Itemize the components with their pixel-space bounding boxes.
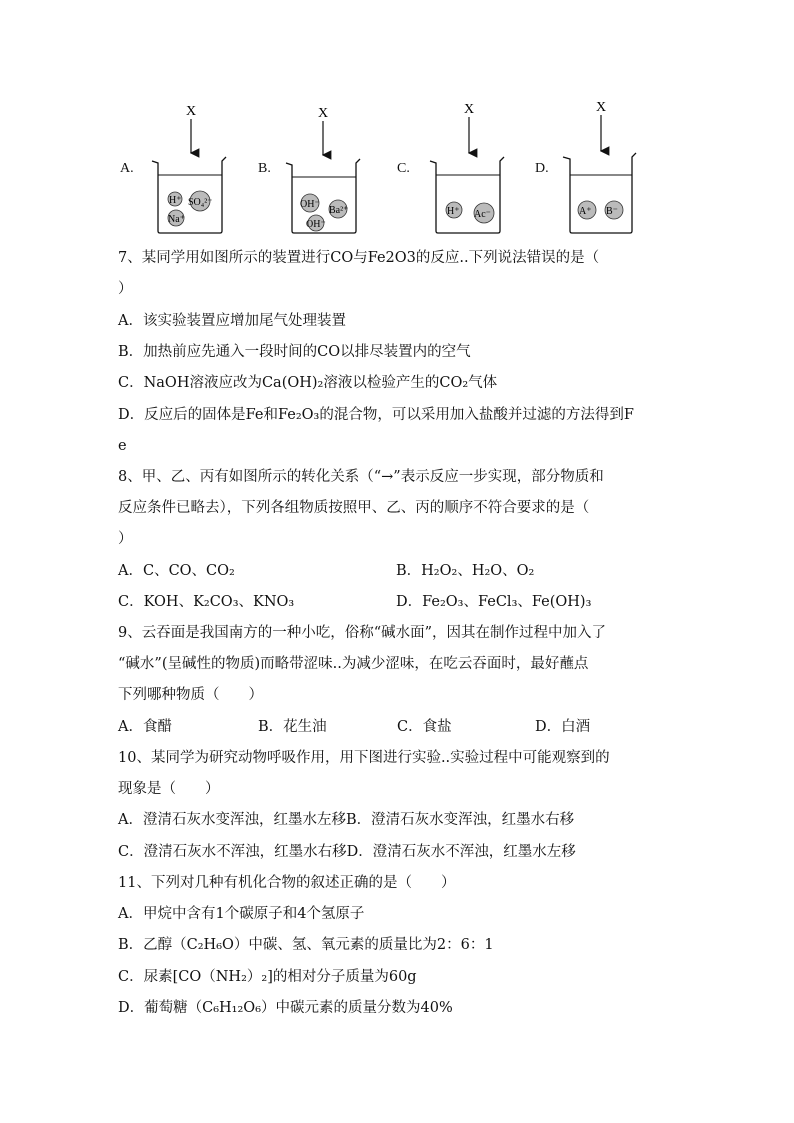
beaker-c-x-label: X (464, 102, 475, 117)
beaker-b-ion-2: Ba²⁺ (329, 205, 349, 216)
q8-stem-2: 反应条件已略去），下列各组物质按照甲、乙、丙的顺序不符合要求的是（ (118, 500, 590, 516)
q11-option-c: C．尿素[CO（NH₂）₂]的相对分子质量为60g (118, 969, 417, 985)
beaker-a-ion-2: SO₄²⁻ (188, 197, 213, 208)
q7-option-b: B．加热前应先通入一段时间的CO以排尽装置内的空气 (118, 344, 471, 360)
q7-option-d: D．反应后的固体是Fe和Fe₂O₃的混合物，可以采用加入盐酸并过滤的方法得到F (118, 407, 634, 423)
q7-option-d-end: e (118, 438, 127, 454)
option-d-label: D. (535, 161, 549, 176)
beaker-c (430, 102, 504, 233)
q11-stem: 11、下列对几种有机化合物的叙述正确的是（ ） (118, 875, 456, 891)
q10-options-cd: C．澄清石灰水不浑浊，红墨水右移D．澄清石灰水不浑浊，红墨水左移 (118, 844, 576, 860)
beaker-c-glass (430, 157, 504, 233)
beaker-d-x-label: X (596, 100, 607, 115)
beaker-a-ion-3: Na⁺ (168, 214, 185, 225)
beaker-b-ion-1: OH⁻ (300, 199, 320, 210)
beaker-a (152, 104, 226, 233)
q7-option-c: C．NaOH溶液应改为Ca(OH)₂溶液以检验产生的CO₂气体 (118, 375, 498, 391)
q9-stem-1: 9、云吞面是我国南方的一种小吃，俗称“碱水面”，因其在制作过程中加入了 (118, 625, 607, 641)
q8-option-c: C．KOH、K₂CO₃、KNO₃ (118, 594, 295, 610)
q9-option-a: A．食醋 (118, 719, 172, 735)
q11-option-b: B．乙醇（C₂H₆O）中碳、氢、氧元素的质量比为2：6：1 (118, 937, 494, 953)
q9-stem-2: “碱水”(呈碱性的物质)而略带涩味..为减少涩味，在吃云吞面时，最好蘸点 (118, 656, 589, 672)
q9-option-d: D．白酒 (535, 719, 591, 735)
beaker-a-ion-1: H⁺ (169, 195, 182, 206)
q10-options-ab: A．澄清石灰水变浑浊，红墨水左移B．澄清石灰水变浑浊，红墨水右移 (118, 812, 575, 828)
beaker-d-ion-2: B⁻ (606, 206, 618, 217)
q10-stem-1: 10、某同学为研究动物呼吸作用，用下图进行实验..实验过程中可能观察到的 (118, 750, 610, 766)
beaker-b-ion-3: OH⁻ (306, 219, 326, 230)
q7-stem: 7、某同学用如图所示的装置进行CO与Fe2O3的反应..下列说法错误的是（ (118, 250, 600, 266)
q7-option-a: A．该实验装置应增加尾气处理装置 (118, 313, 346, 329)
option-c-label: C. (397, 161, 410, 176)
beaker-figure (0, 95, 794, 240)
q11-option-a: A．甲烷中含有1个碳原子和4个氢原子 (118, 906, 365, 922)
q8-stem-end: ） (118, 531, 133, 547)
beaker-a-glass (152, 157, 226, 233)
q8-option-a: A．C、CO、CO₂ (118, 563, 235, 579)
q8-stem-1: 8、甲、乙、丙有如图所示的转化关系（“→”表示反应一步实现，部分物质和 (118, 469, 604, 485)
option-b-label: B. (258, 161, 271, 176)
q8-option-d: D．Fe₂O₃、FeCl₃、Fe(OH)₃ (396, 594, 592, 610)
q10-stem-2: 现象是（ ） (118, 781, 220, 797)
q7-stem-end: ） (118, 281, 133, 297)
q9-option-c: C．食盐 (397, 719, 452, 735)
option-a-label: A. (120, 161, 134, 176)
q9-option-b: B．花生油 (258, 719, 327, 735)
beaker-a-x-label: X (186, 104, 197, 119)
beaker-d (563, 100, 636, 233)
beaker-d-ion-1: A⁺ (579, 206, 592, 217)
q11-option-d: D．葡萄糖（C₆H₁₂O₆）中碳元素的质量分数为40% (118, 1000, 453, 1016)
beaker-c-ion-2: Ac⁻ (474, 209, 491, 220)
q9-stem-3: 下列哪种物质（ ） (118, 687, 263, 703)
beaker-c-ion-1: H⁺ (447, 206, 460, 217)
beaker-d-glass (563, 153, 636, 233)
beakers-svg (0, 95, 794, 240)
q8-option-b: B．H₂O₂、H₂O、O₂ (396, 563, 535, 579)
beaker-b (286, 106, 360, 233)
beaker-b-x-label: X (318, 106, 329, 121)
